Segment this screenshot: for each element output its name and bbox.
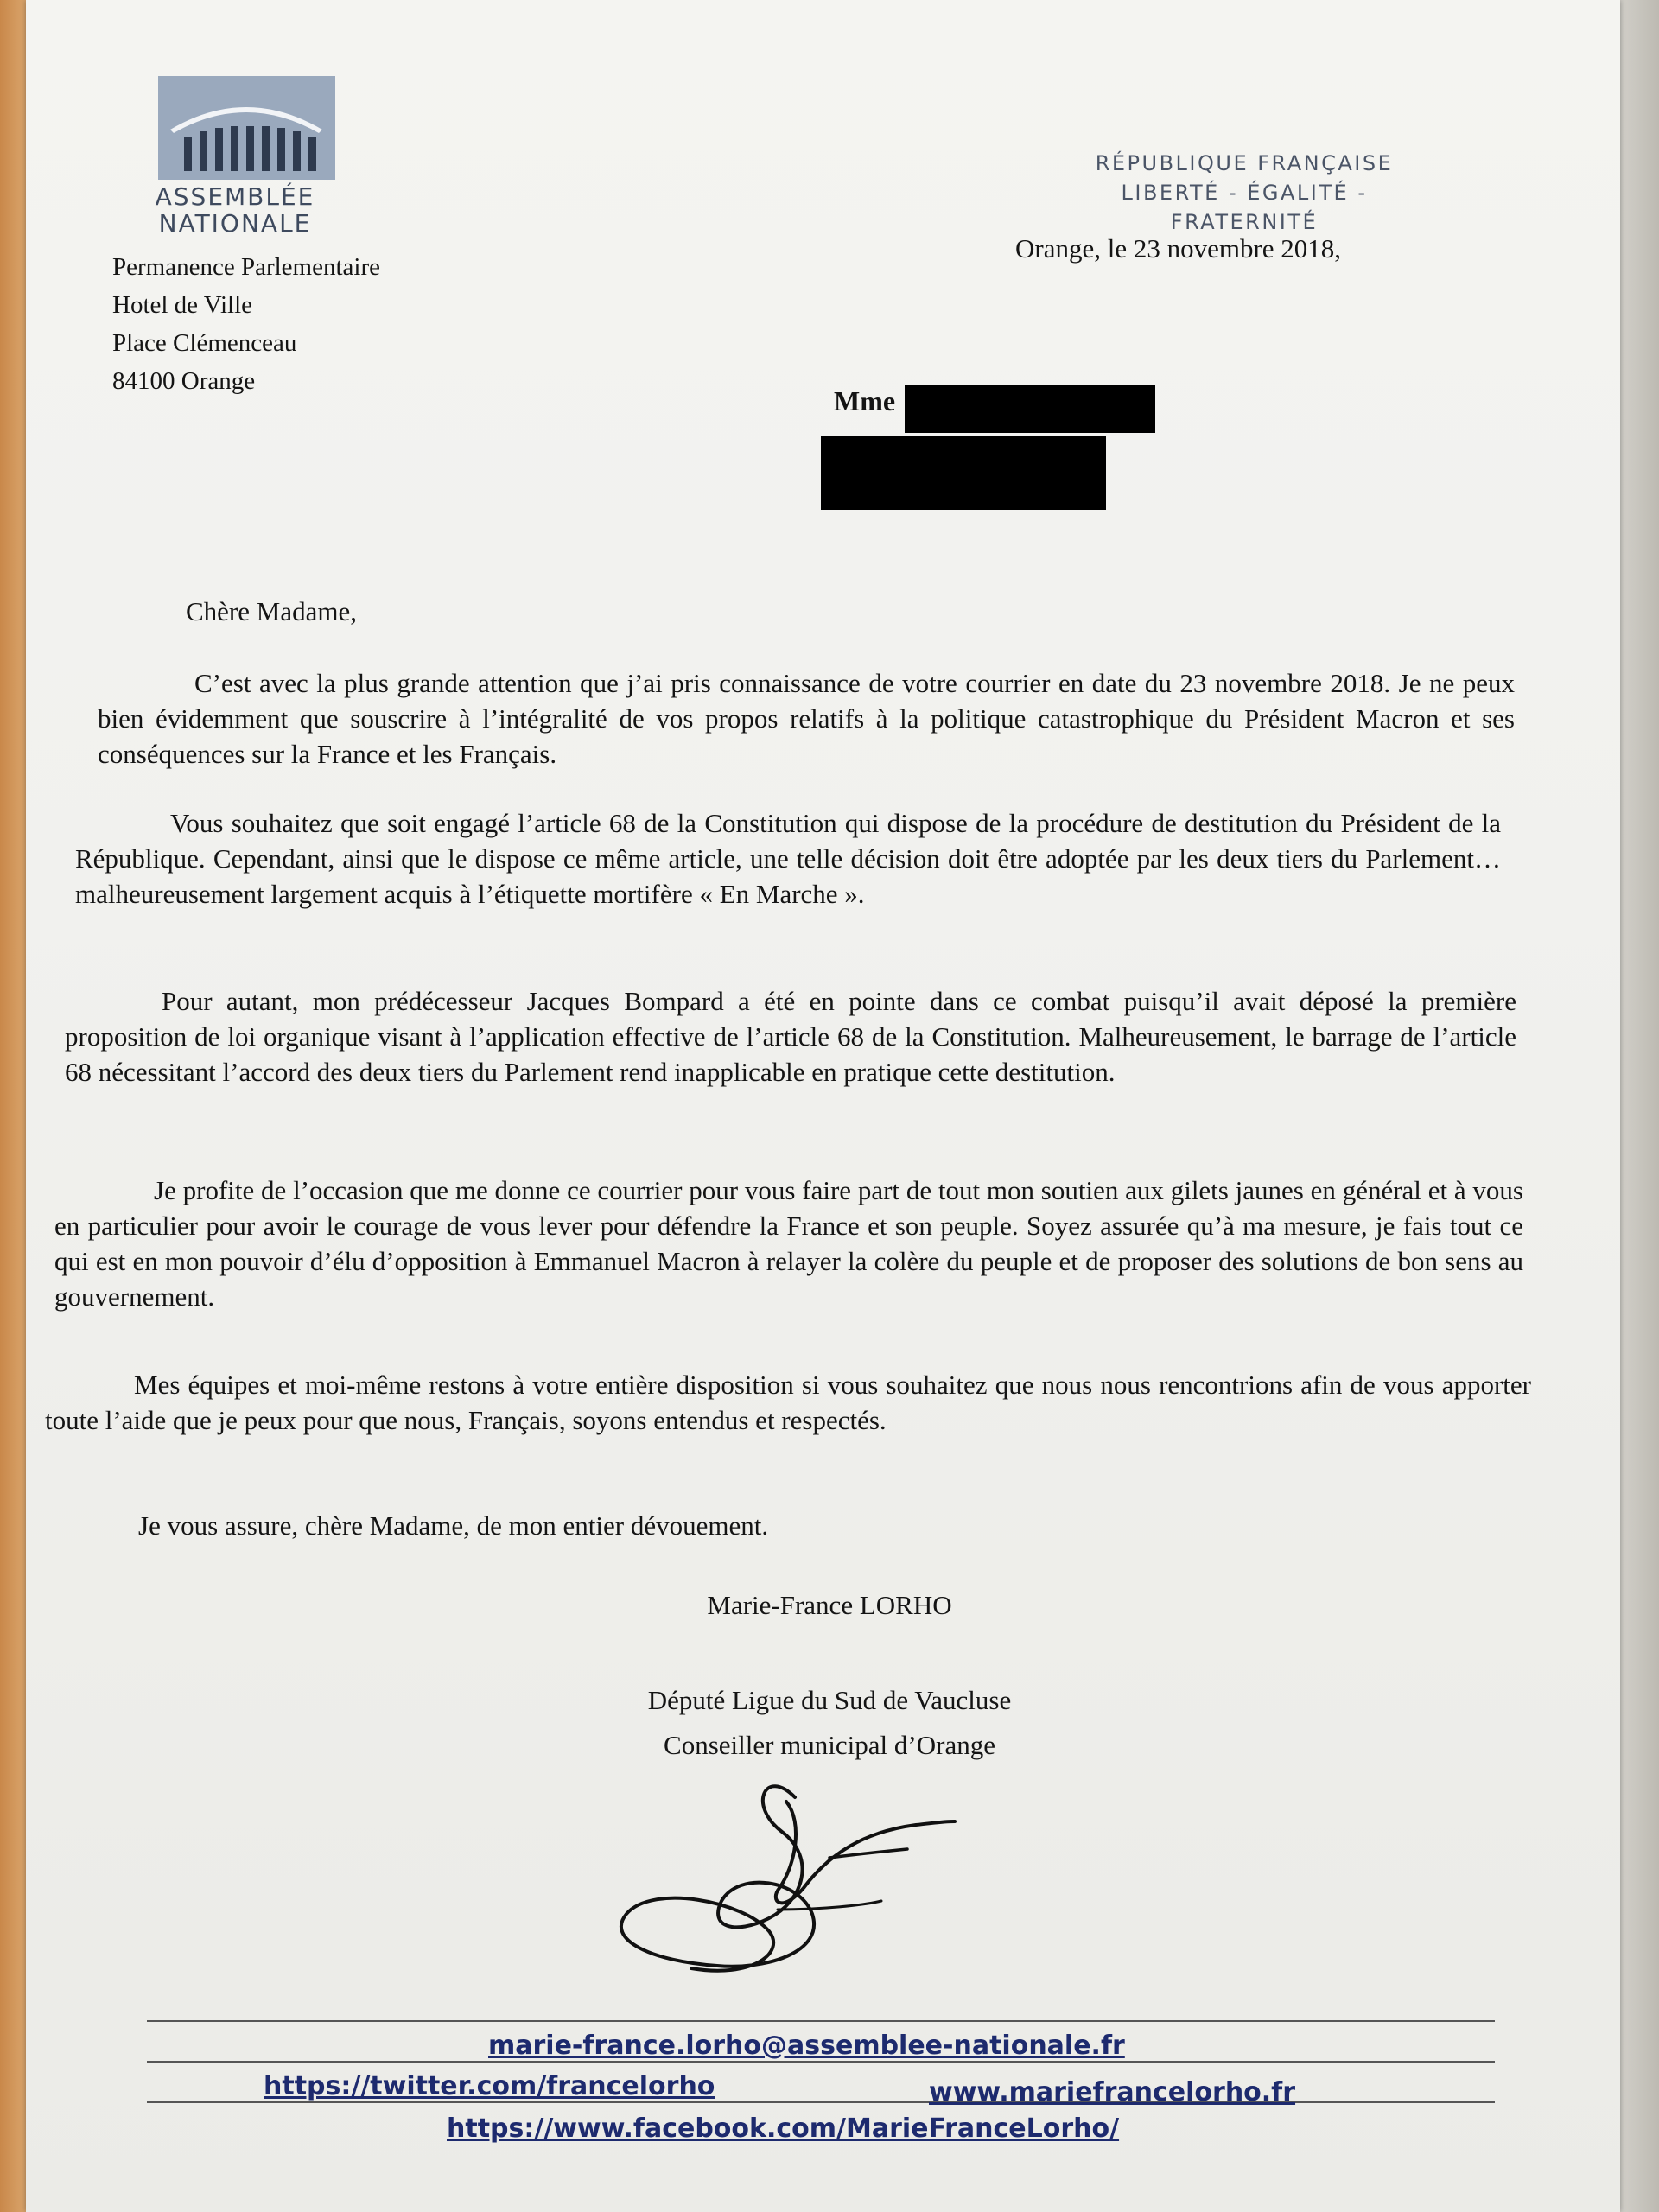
sender-line-4: 84100 Orange: [112, 367, 256, 395]
footer-divider: [147, 2020, 1495, 2022]
twitter-link[interactable]: https://twitter.com/francelorho: [264, 2071, 715, 2101]
salutation: Chère Madame,: [186, 596, 357, 626]
assemblee-nationale-logo: [132, 76, 338, 237]
paragraph-2: Vous souhaitez que soit engagé l’article 68 de la Constitution qui dispose de la procédure de destitution du Président de la République. Cependant, ainsi que le dispose ce même article, une telle décision doit être adoptée par les deux tiers du Parlement… malheureusement largement acquis à l’étiquette mortifère « En Marche ».: [75, 808, 1501, 909]
paragraph-3: Pour autant, mon prédécesseur Jacques Bompard a été en pointe dans ce combat puisqu’il avait déposé la première proposition de loi organique visant à l’application effective de l’article 68 de la Constitution. Malheureusement, le barrage de l’article 68 nécessitant l’accord des deux tiers du Parlement rend inapplicable en pratique cette destitution.: [65, 986, 1516, 1087]
republic-header: [1058, 149, 1430, 237]
paragraph-4: Je profite de l’occasion que me donne ce courrier pour vous faire part de tout mon soutien aux gilets jaunes en général et à vous en particulier pour avoir le courage de vous lever pour défendre la France et son peuple. Soyez assurée qu’à ma mesure, je fais tout ce qui est en mon pouvoir d’élu d’opposition à Emmanuel Macron à relayer la colère du peuple et de proposer des solutions de bon sens au gouvernement.: [54, 1175, 1523, 1312]
signer-role-1: Député Ligue du Sud de Vaucluse: [647, 1685, 1012, 1715]
redaction-bar: [821, 436, 1106, 510]
redaction-bar: [905, 385, 1155, 433]
sender-line-1: Permanence Parlementaire: [112, 253, 380, 281]
republic-line-2: LIBERTÉ - ÉGALITÉ - FRATERNITÉ: [1121, 181, 1368, 234]
logo-line-2: NATIONALE: [158, 209, 312, 238]
signer-role-2: Conseiller municipal d’Orange: [664, 1730, 995, 1760]
paragraph-1: C’est avec la plus grande attention que j’ai pris connaissance de votre courrier en date du 23 novembre 2018. Je ne peux bien évidemment que souscrire à l’intégralité de vos propos relatifs à la politique catastrophique du Président Macron et ses conséquences sur la France et les Français.: [98, 668, 1515, 769]
email-link[interactable]: marie-france.lorho@assemblee-nationale.fr: [488, 2031, 1125, 2061]
paragraph-5: Mes équipes et moi-même restons à votre entière disposition si vous souhaitez que nous nous rencontrions afin de vous apporter toute l’aide que je peux pour que nous, Français, soyons entendus et respectés.: [45, 1370, 1531, 1435]
closing-line: Je vous assure, chère Madame, de mon entier dévouement.: [138, 1510, 769, 1541]
facebook-link[interactable]: https://www.facebook.com/MarieFranceLorho/: [447, 2113, 1120, 2144]
signer-name: Marie-France LORHO: [707, 1590, 952, 1620]
footer-divider: [147, 2061, 1495, 2063]
sender-line-2: Hotel de Ville: [112, 291, 253, 319]
handwritten-signature: [579, 1771, 976, 1996]
hemicycle-icon: [158, 76, 335, 180]
sender-address: [112, 248, 380, 400]
logo-line-1: ASSEMBLÉE: [155, 182, 315, 211]
website-link[interactable]: www.mariefrancelorho.fr: [929, 2077, 1296, 2107]
recipient-title: Mme: [834, 385, 896, 416]
sender-line-3: Place Clémenceau: [112, 329, 297, 357]
letter-date: Orange, le 23 novembre 2018,: [1015, 233, 1342, 264]
republic-line-1: RÉPUBLIQUE FRANÇAISE: [1095, 151, 1394, 175]
letter-page: [26, 0, 1620, 2212]
